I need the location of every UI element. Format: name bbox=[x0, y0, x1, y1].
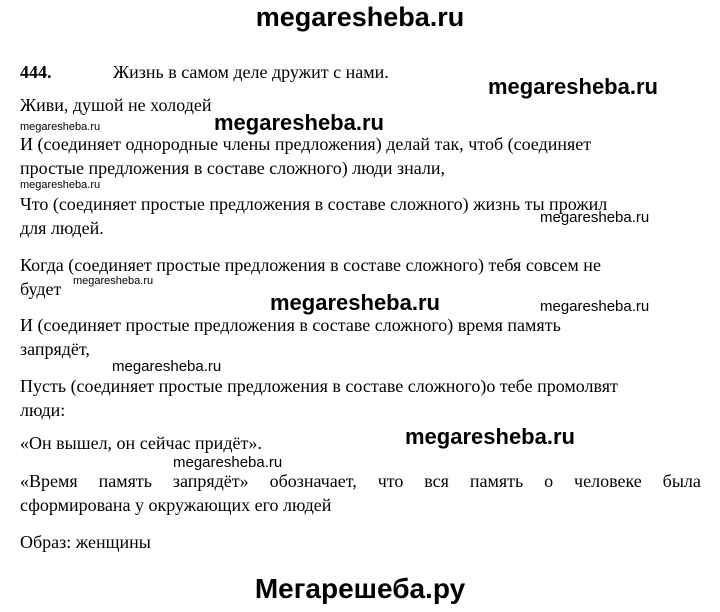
text-line: «Он вышел, он сейчас придёт». bbox=[20, 433, 262, 453]
text-line: сформирована у окружающих его людей bbox=[20, 495, 332, 515]
exercise-title: Жизнь в самом деле дружит с нами. bbox=[113, 62, 389, 82]
justified-line-word: память bbox=[98, 471, 152, 491]
watermark: megaresheba.ru bbox=[20, 121, 101, 133]
justified-line-word: что bbox=[377, 471, 404, 491]
text-line: Когда (соединяет простые предложения в составе сложного) тебя совсем не bbox=[20, 255, 601, 275]
justified-line-word: «Время bbox=[20, 471, 78, 491]
justified-line-word: память bbox=[469, 471, 524, 491]
watermark: megaresheba.ru bbox=[73, 275, 154, 287]
text-line: Что (соединяет простые предложения в составе сложного) жизнь ты прожил bbox=[20, 194, 608, 214]
watermark: megaresheba.ru bbox=[112, 358, 222, 375]
text-line: Живи, душой не холодей bbox=[20, 95, 212, 115]
watermark: megaresheba.ru bbox=[488, 74, 658, 99]
watermark: megaresheba.ru bbox=[214, 110, 384, 135]
text-line bbox=[20, 470, 701, 492]
text-line: будет bbox=[20, 279, 62, 299]
text-line: Образ: женщины bbox=[20, 532, 151, 552]
watermark: megaresheba.ru bbox=[173, 454, 283, 471]
text-line: простые предложения в составе сложного) люди знали, bbox=[20, 158, 446, 178]
justified-line-word: о bbox=[544, 471, 554, 491]
justified-line-word: была bbox=[662, 471, 701, 491]
justified-line-word: вся bbox=[424, 471, 449, 491]
watermark: megaresheba.ru bbox=[540, 298, 650, 315]
header-watermark: megaresheba.ru bbox=[255, 2, 465, 32]
exercise-number: 444. bbox=[20, 62, 52, 82]
watermark: megaresheba.ru bbox=[270, 290, 440, 315]
text-line: Пусть (соединяет простые предложения в составе сложного)о тебе промолвят bbox=[20, 376, 618, 396]
text-line: люди: bbox=[20, 400, 66, 420]
justified-line-word: человеке bbox=[574, 471, 642, 491]
text-line: И (соединяет однородные члены предложения) делай так, чтоб (соединяет bbox=[20, 134, 592, 154]
text-line: И (соединяет простые предложения в составе сложного) время память bbox=[20, 315, 561, 335]
watermark: megaresheba.ru bbox=[20, 179, 101, 191]
justified-line-word: обозначает, bbox=[269, 471, 357, 491]
watermark: megaresheba.ru bbox=[405, 424, 575, 449]
watermark: megaresheba.ru bbox=[540, 209, 650, 226]
text-line: для людей. bbox=[20, 218, 104, 238]
justified-line-word: запрядёт» bbox=[172, 471, 249, 491]
text-line: запрядёт, bbox=[20, 339, 90, 359]
footer-title: Мегарешеба.ру bbox=[254, 573, 466, 604]
